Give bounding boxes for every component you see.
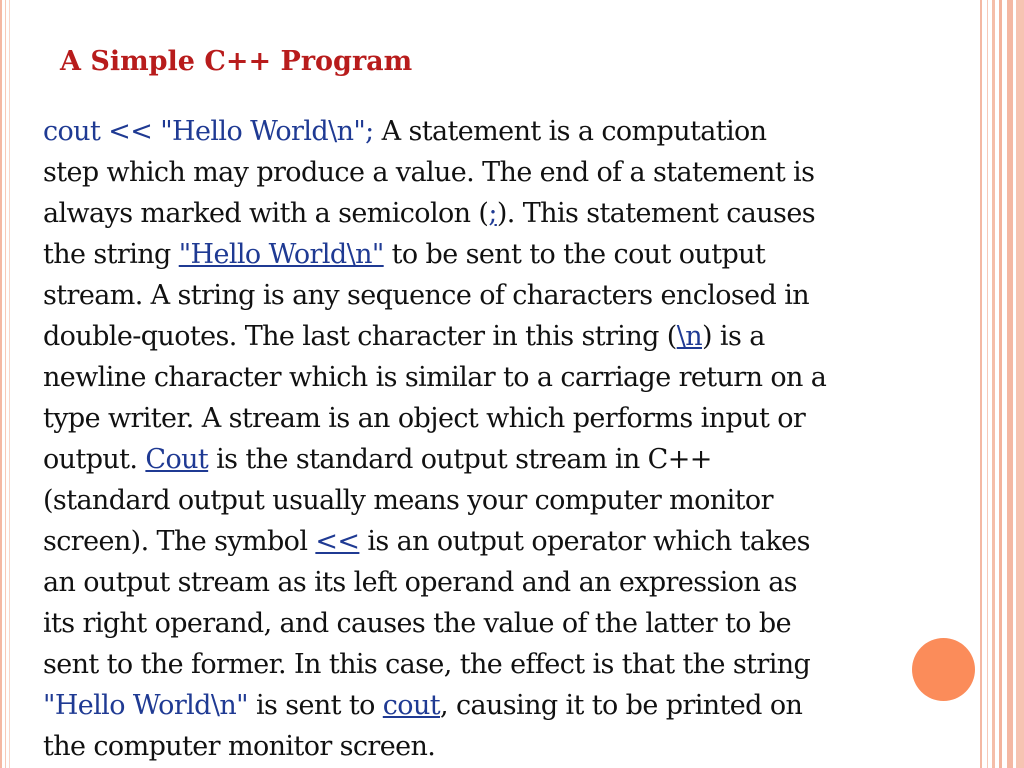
newline-char-link[interactable]: \n	[676, 321, 703, 352]
text-line: the computer monitor screen.	[43, 731, 436, 762]
text-segment: the string	[43, 239, 179, 270]
text-line: stream. A string is any sequence of characters enclosed in	[43, 280, 810, 311]
text-segment: ). This statement causes	[496, 198, 815, 229]
cout-link[interactable]: Cout	[145, 444, 209, 475]
text-segment: output.	[43, 444, 146, 475]
text-line	[43, 193, 1003, 234]
cout-link[interactable]: cout	[382, 690, 440, 721]
text-segment: A statement is a computation	[373, 116, 767, 147]
text-line: type writer. A stream is an object which performs input or	[43, 403, 806, 434]
slide-title: A Simple C++ Program	[60, 46, 413, 77]
right-border-line	[1016, 0, 1024, 768]
text-line: (standard output usually means your computer monitor	[43, 485, 773, 516]
left-border-line	[5, 0, 6, 768]
text-segment: is sent to	[247, 690, 383, 721]
text-segment: to be sent to the cout output	[383, 239, 766, 270]
text-segment: , causing it to be printed on	[440, 690, 803, 721]
text-line	[43, 439, 1003, 480]
text-line: its right operand, and causes the value of the latter to be	[43, 608, 791, 639]
text-line	[43, 234, 1003, 275]
text-segment: ) is a	[702, 321, 765, 352]
text-segment: double-quotes. The last character in this string (	[43, 321, 677, 352]
text-segment: always marked with a semicolon (	[43, 198, 489, 229]
hello-world-string-link[interactable]: "Hello World\n"	[178, 239, 384, 270]
output-operator-link[interactable]: <<	[315, 526, 360, 557]
semicolon-link[interactable]: ;	[488, 198, 497, 229]
text-line: step which may produce a value. The end of a statement is	[43, 157, 815, 188]
left-border-line	[0, 0, 2, 768]
right-border-line	[1007, 0, 1013, 768]
text-line	[43, 685, 1003, 726]
text-line	[43, 316, 1003, 357]
accent-circle	[912, 638, 975, 701]
text-segment: screen). The symbol	[43, 526, 316, 557]
text-line: newline character which is similar to a carriage return on a	[43, 362, 827, 393]
text-line	[43, 521, 1003, 562]
text-segment: is the standard output stream in C++	[208, 444, 712, 475]
text-line	[43, 111, 1003, 152]
left-border-line	[9, 0, 10, 768]
code-snippet: "Hello World\n"	[43, 690, 248, 721]
text-line: sent to the former. In this case, the effect is that the string	[43, 649, 811, 680]
text-line: an output stream as its left operand and an expression as	[43, 567, 797, 598]
body-paragraph	[43, 111, 1003, 767]
text-segment: is an output operator which takes	[359, 526, 810, 557]
code-snippet: cout << "Hello World\n";	[43, 116, 374, 147]
